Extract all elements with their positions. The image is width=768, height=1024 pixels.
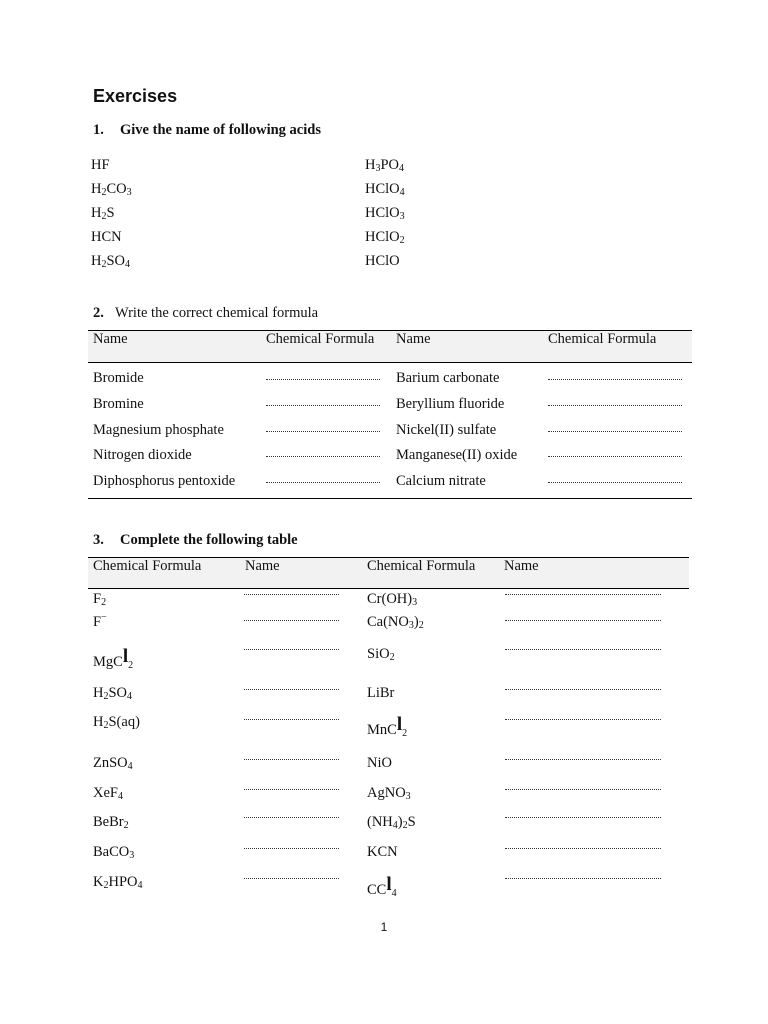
formula-text: H: [93, 685, 104, 701]
formula-text: S(aq): [108, 714, 140, 730]
table-2-header-formula-2: Chemical Formula: [548, 331, 657, 347]
formula-text: H: [91, 253, 102, 269]
name-answer-blank-left: [244, 878, 339, 879]
formula-right: [367, 714, 407, 739]
formula-text: CC: [367, 882, 387, 898]
formula-subscript: 2: [103, 691, 109, 702]
formula-text: H: [91, 205, 102, 221]
formula-answer-blank-right: [548, 405, 682, 406]
name-answer-blank-left: [244, 817, 339, 818]
formula-text: H: [93, 714, 104, 730]
compound-name-left: Nitrogen dioxide: [93, 447, 192, 463]
formula-left: [93, 714, 140, 731]
formula-left: [93, 814, 129, 831]
formula-chlorine-l: l: [386, 874, 392, 895]
acid-formula-left: [91, 205, 115, 222]
formula-answer-blank-left: [266, 405, 380, 406]
acid-formula-left: [91, 253, 130, 270]
formula-right: [367, 685, 394, 702]
formula-subscript: 2: [103, 720, 109, 731]
formula-subscript: 2: [101, 187, 107, 198]
formula-subscript: 4: [117, 791, 123, 802]
formula-subscript: 4: [125, 259, 131, 270]
formula-subscript: 4: [399, 163, 405, 174]
compound-name-left: Magnesium phosphate: [93, 422, 224, 438]
formula-subscript: 2: [128, 660, 134, 671]
acid-formula-right: [365, 205, 405, 222]
formula-text: HPO: [108, 874, 138, 890]
formula-text: ): [397, 814, 403, 830]
formula-subscript: 3: [399, 211, 405, 222]
table-2-header-rule: [88, 362, 692, 363]
compound-name-right: Beryllium fluoride: [396, 396, 505, 412]
formula-text: LiBr: [367, 685, 395, 701]
compound-name-left: Diphosphorus pentoxide: [93, 473, 236, 489]
formula-subscript: 4: [127, 691, 133, 702]
formula-right: [367, 755, 392, 772]
compound-name-right: Manganese(II) oxide: [396, 447, 518, 463]
formula-subscript: 2: [418, 620, 424, 631]
formula-answer-blank-left: [266, 431, 380, 432]
formula-right: [367, 785, 411, 802]
table-3-header-formula-1: Chemical Formula: [93, 558, 202, 574]
name-answer-blank-left: [244, 594, 339, 595]
formula-subscript: 2: [123, 820, 129, 831]
formula-chlorine-l: l: [396, 714, 403, 735]
formula-text: BeBr: [93, 814, 124, 830]
formula-text: Ca(NO: [367, 614, 409, 630]
formula-subscript: 3: [412, 597, 418, 608]
name-answer-blank-left: [244, 848, 339, 849]
formula-text: CO: [106, 181, 127, 197]
formula-text: ): [413, 614, 419, 630]
acid-formula-left: [91, 229, 122, 246]
formula-subscript: 3: [408, 620, 414, 631]
formula-subscript: 3: [405, 791, 411, 802]
formula-text: HClO: [365, 229, 400, 245]
name-answer-blank-left: [244, 689, 339, 690]
acid-formula-right: [365, 181, 405, 198]
formula-subscript: 4: [127, 761, 133, 772]
table-3-header-name-2: Name: [504, 558, 539, 574]
formula-text: XeF: [93, 785, 118, 801]
acid-formula-left: [91, 181, 132, 198]
formula-subscript: 2: [402, 728, 408, 739]
formula-text: SO: [108, 685, 128, 701]
formula-right: [367, 591, 417, 608]
formula-subscript: 4: [391, 888, 397, 899]
formula-subscript: 3: [129, 850, 135, 861]
formula-answer-blank-left: [266, 456, 380, 457]
table-2-bottom-rule: [88, 498, 692, 499]
name-answer-blank-right: [505, 878, 661, 879]
name-answer-blank-right: [505, 848, 661, 849]
formula-charge: −: [101, 612, 107, 624]
formula-text: SO: [106, 253, 126, 269]
name-answer-blank-left: [244, 649, 339, 650]
formula-text: S: [407, 814, 416, 830]
question-1-title: Give the name of following acids: [120, 122, 321, 138]
formula-subscript: 2: [101, 259, 107, 270]
formula-text: HF: [91, 157, 110, 173]
formula-answer-blank-right: [548, 379, 682, 380]
formula-answer-blank-right: [548, 482, 682, 483]
formula-text: F: [93, 591, 102, 607]
table-3-header-formula-2: Chemical Formula: [367, 558, 476, 574]
formula-answer-blank-left: [266, 379, 380, 380]
formula-text: HClO: [365, 181, 400, 197]
formula-right: [367, 614, 424, 631]
acid-formula-left: [91, 157, 110, 174]
formula-left: [93, 755, 133, 772]
formula-text: H: [365, 157, 376, 173]
formula-chlorine-l: l: [122, 646, 129, 667]
formula-subscript: 4: [137, 880, 143, 891]
formula-left: [93, 614, 107, 631]
formula-text: SiO: [367, 646, 390, 662]
formula-subscript: 2: [101, 211, 107, 222]
formula-text: H: [91, 181, 102, 197]
formula-subscript: 2: [389, 652, 395, 663]
page-heading: Exercises: [93, 86, 178, 106]
formula-text: BaCO: [93, 844, 130, 860]
formula-text: KCN: [367, 844, 398, 860]
formula-subscript: 2: [101, 597, 107, 608]
question-1-number: 1.: [93, 122, 104, 138]
name-answer-blank-right: [505, 789, 661, 790]
formula-text: HCN: [91, 229, 122, 245]
formula-text: ZnSO: [93, 755, 128, 771]
name-answer-blank-right: [505, 620, 661, 621]
formula-answer-blank-right: [548, 431, 682, 432]
formula-left: [93, 785, 123, 802]
formula-text: K: [93, 874, 104, 890]
formula-subscript: 2: [399, 235, 405, 246]
table-2-header-name-2: Name: [396, 331, 431, 347]
question-3-number: 3.: [93, 532, 104, 548]
formula-text: F: [93, 614, 102, 630]
formula-left: [93, 874, 143, 891]
formula-right: [367, 814, 416, 831]
name-answer-blank-right: [505, 649, 661, 650]
formula-text: HClO: [365, 253, 400, 269]
formula-text: Cr(OH): [367, 591, 413, 607]
table-3-header-name-1: Name: [245, 558, 280, 574]
formula-answer-blank-left: [266, 482, 380, 483]
name-answer-blank-right: [505, 594, 661, 595]
formula-subscript: 2: [402, 820, 408, 831]
formula-text: MgC: [93, 654, 123, 670]
question-3-title: Complete the following table: [120, 532, 298, 548]
formula-text: PO: [380, 157, 400, 173]
compound-name-right: Barium carbonate: [396, 370, 500, 386]
formula-text: MnC: [367, 722, 397, 738]
formula-subscript: 4: [392, 820, 398, 831]
compound-name-left: Bromine: [93, 396, 144, 412]
name-answer-blank-left: [244, 620, 339, 621]
formula-subscript: 2: [103, 880, 109, 891]
formula-answer-blank-right: [548, 456, 682, 457]
table-3-header-rule: [88, 588, 689, 589]
formula-text: HClO: [365, 205, 400, 221]
formula-left: [93, 685, 132, 702]
name-answer-blank-right: [505, 689, 661, 690]
acid-formula-right: [365, 229, 405, 246]
formula-left: [93, 591, 106, 608]
name-answer-blank-right: [505, 817, 661, 818]
formula-right: [367, 844, 398, 861]
formula-right: [367, 874, 397, 899]
acid-formula-right: [365, 253, 400, 270]
compound-name-left: Bromide: [93, 370, 144, 386]
acid-formula-right: [365, 157, 404, 174]
formula-text: (NH: [367, 814, 393, 830]
name-answer-blank-right: [505, 719, 661, 720]
name-answer-blank-left: [244, 719, 339, 720]
name-answer-blank-left: [244, 759, 339, 760]
question-2-number: 2.: [93, 305, 104, 321]
question-2-title: Write the correct chemical formula: [115, 305, 319, 321]
page-number: 1: [380, 920, 388, 934]
formula-left: [93, 844, 134, 861]
formula-right: [367, 646, 395, 663]
compound-name-right: Calcium nitrate: [396, 473, 486, 489]
formula-left: [93, 646, 133, 671]
table-2-header-name-1: Name: [93, 331, 128, 347]
name-answer-blank-right: [505, 759, 661, 760]
formula-subscript: 4: [399, 187, 405, 198]
formula-text: NiO: [367, 755, 392, 771]
name-answer-blank-left: [244, 789, 339, 790]
formula-text: AgNO: [367, 785, 406, 801]
compound-name-right: Nickel(II) sulfate: [396, 422, 497, 438]
formula-subscript: 3: [126, 187, 132, 198]
formula-text: S: [106, 205, 115, 221]
table-2-header-formula-1: Chemical Formula: [266, 331, 375, 347]
formula-subscript: 3: [375, 163, 381, 174]
